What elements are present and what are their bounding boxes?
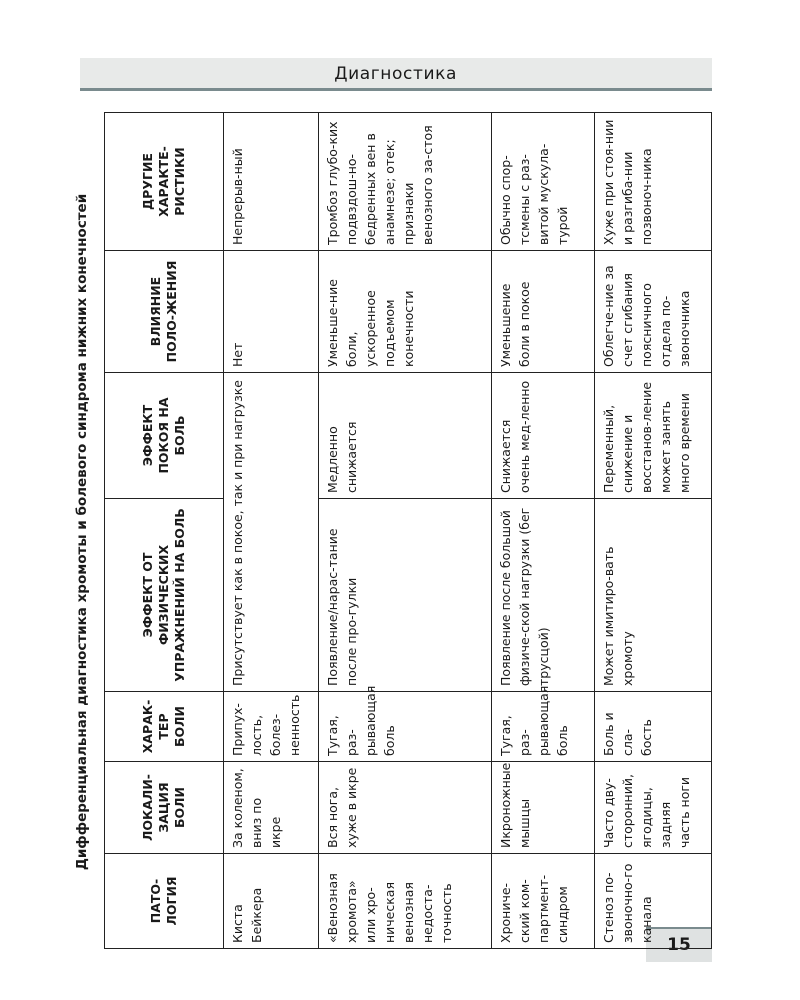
cell-exercise: Может имитиро-вать хромоту [595, 499, 712, 692]
cell-exercise-and-rest: Присутствует как в покое, так и при нагрузке [223, 373, 318, 692]
cell-position: Нет [223, 251, 318, 373]
cell-other: Хуже при стоя-нии и разгиба-нии позвоноч-ника [595, 113, 712, 251]
header-divider [80, 88, 712, 91]
section-title: Диагностика [334, 64, 457, 84]
table-row [319, 113, 492, 949]
cell-pathology: Киста Бейкера [223, 854, 318, 949]
cell-pathology: Стеноз по-звоночно-го канала [595, 854, 712, 949]
cell-position: Уменьшение боли в покое [492, 251, 595, 373]
cell-location: Икроножные мышцы [492, 762, 595, 854]
cell-position: Уменьше-ние боли, ускоренное подъемом конечности [319, 251, 492, 373]
page-number-text: 15 [667, 935, 691, 955]
table-row [223, 113, 318, 949]
cell-location: Вся нога, хуже в икре [319, 762, 492, 854]
cell-other: Тромбоз глубо-ких подвздош-но-бедренных вен в анамнезе; отек; признаки венозного за-стоя [319, 113, 492, 251]
cell-character: Тугая, раз-рывающая боль [492, 692, 595, 762]
header-position: ВЛИЯНИЕ ПОЛО-ЖЕНИЯ [105, 251, 224, 373]
cell-pathology: Хрониче-ский ком-партмент-синдром [492, 854, 595, 949]
table-header-row [105, 113, 224, 949]
cell-rest: Медленно снижается [319, 373, 492, 499]
cell-location: Часто дву-сторонний, ягодицы, задняя часть ноги [595, 762, 712, 854]
cell-location: За коленом, вниз по икре [223, 762, 318, 854]
header-character: ХАРАК-ТЕР БОЛИ [105, 692, 224, 762]
header-pathology: ПАТО-ЛОГИЯ [105, 854, 224, 949]
diagnosis-table [104, 112, 712, 949]
cell-character: Припух-лость, болез-ненность [223, 692, 318, 762]
cell-other: Непрерыв-ный [223, 113, 318, 251]
header-exercise: ЭФФЕКТ ОТ ФИЗИЧЕСКИХ УПРАЖНЕНИЙ НА БОЛЬ [105, 499, 224, 692]
cell-rest: Переменный, снижение и восстанов-ление может занять много времени [595, 373, 712, 499]
cell-other: Обычно спор-тсмены с раз-витой мускула-турой [492, 113, 595, 251]
cell-character: Тугая, раз-рывающая боль [319, 692, 492, 762]
cell-position: Облегче-ние за счет сгибания поясничного отдела по-звоночника [595, 251, 712, 373]
cell-exercise: Появление после большой физиче-ской нагрузки (бег трусцой) [492, 499, 595, 692]
running-header [80, 58, 712, 88]
header-other: ДРУГИЕ ХАРАКТЕ-РИСТИКИ [105, 113, 224, 251]
table-title: Дифференциальная диагностика хромоты и болевого синдрома нижних конечностей [74, 193, 90, 871]
table-row [492, 113, 595, 949]
table-row [595, 113, 712, 949]
cell-pathology: «Венозная хромота» или хро-ническая венозная недоста-точность [319, 854, 492, 949]
cell-rest: Снижается очень мед-ленно [492, 373, 595, 499]
header-rest: ЭФФЕКТ ПОКОЯ НА БОЛЬ [105, 373, 224, 499]
cell-exercise: Появление/нарас-тание после про-гулки [319, 499, 492, 692]
header-location: ЛОКАЛИ-ЗАЦИЯ БОЛИ [105, 762, 224, 854]
cell-character: Боль и сла-бость [595, 692, 712, 762]
